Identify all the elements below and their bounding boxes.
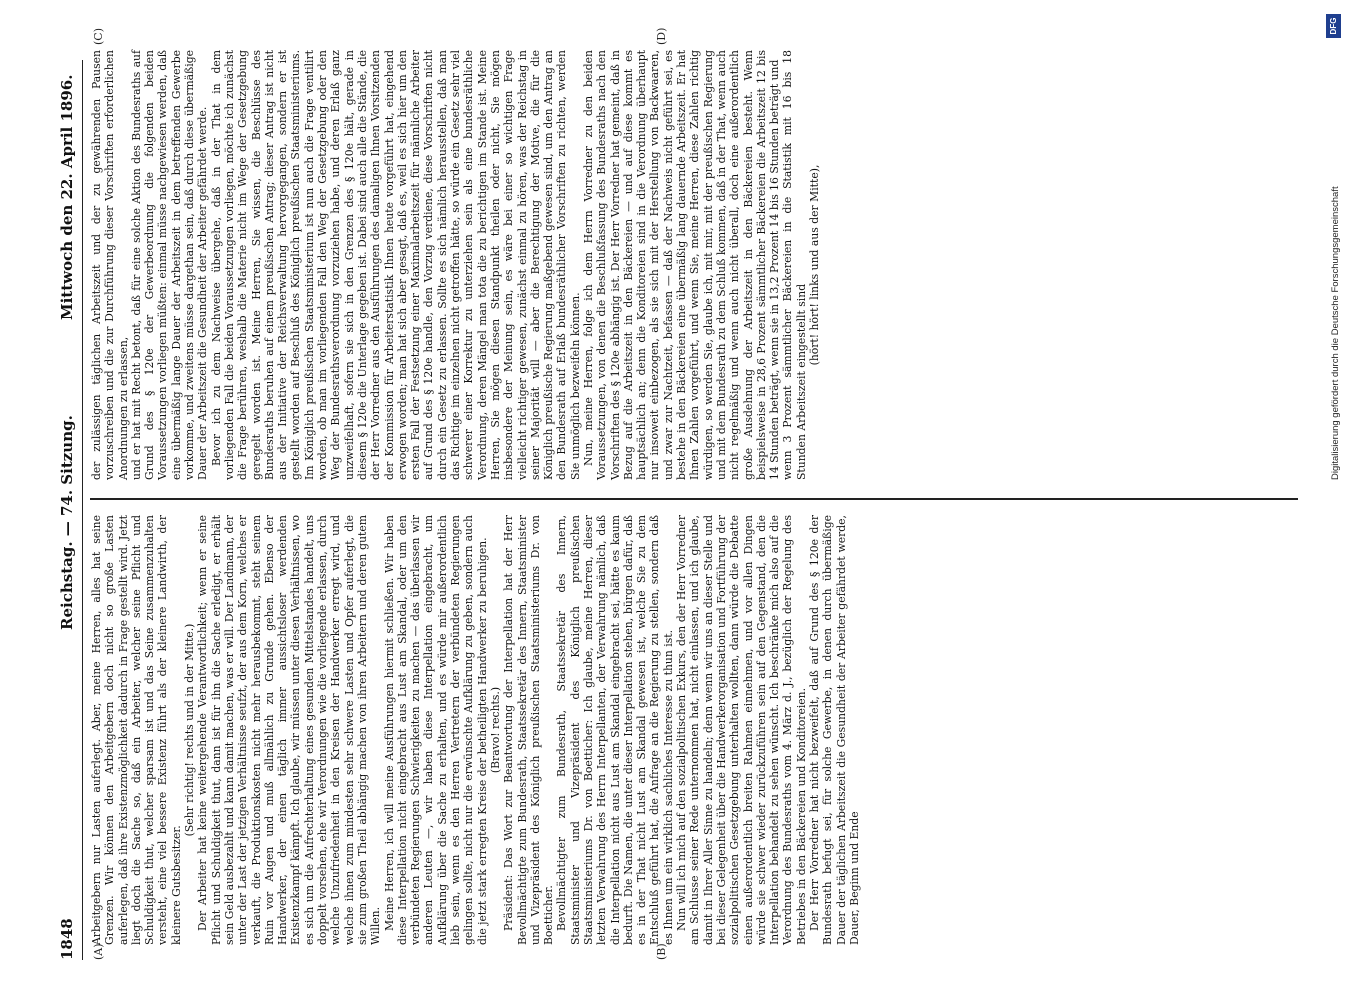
page-header <box>58 60 80 960</box>
page-number: 1848 <box>58 918 76 960</box>
right-paragraph: (hört! hört! links und aus der Mitte), <box>808 164 822 366</box>
dfg-logo: DFG <box>1326 14 1341 38</box>
right-paragraph: Nun, meine Herren, folge ich dem Herrn Vorredner zu den beiden Voraussetzungen, von denen die Beschlußfassung des Bundesraths nach den Vorschriften des § 120e abhängig ist. Der Herr Vorredner hat gemeint, daß in Bezug auf die Arbeitszeit in den Bäckereien — und auf diese kommt es hauptsächlich an; denn die Konditoreien sind in die Verordnung überhaupt nur insoweit einbezogen, als sie sich mit der Herstellung von Backwaaren, und zwar zur Nachtzeit, befassen — daß der Nachweis nicht geführt sei, es bestehe in den Bäckereien eine übermäßig lang dauernde Arbeitszeit. Er hat Ihnen Zahlen vorgeführt, und wenn Sie, meine Herren, diese Zahlen richtig würdigen, so werden Sie, glaube ich, mit mir, mit der preußischen Regierung und mit dem Bundesrath zu dem Schluß kommen, daß in der That, wenn auch nicht regelmäßig und wenn auch nicht überall, doch eine außerordentlich große Ausdehnung der Arbeitszeit in den Bäckereien besteht. Wenn beispielsweise in 28,6 Prozent sämmtlicher Bäckereien die Arbeitszeit 12 bis 14 Stunden beträgt, wenn sie in 13,2 Prozent 14 bis 16 Stunden beträgt und <box>581 50 782 480</box>
margin-letter-a: (A) <box>92 943 105 960</box>
left-paragraph: Meine Herren, ich will meine Ausführungen hiermit schließen. Wir haben diese Interpellation nicht eingebracht aus Lust am Skandal, oder um den verbündeten Regierungen Schwierigkeiten zu machen — das überlassen wir anderen Leuten —, wir haben diese Interpellation eingebracht, um Aufklärung über die Sache zu erhalten, und es würde mir außerordentlich lieb sein, wenn es den Herren Vertretern der verbündeten Regierungen gelingen sollte, nicht nur die erwünschte Aufklärung zu geben, sondern auch die jetzt stark erregten Kreise der betheiligten Handwerker zu beruhigen. <box>382 515 489 945</box>
left-paragraph: Arbeitgebern nur Lasten auferlegt. Aber, meine Herren, alles hat seine Grenzen. Wir können den Arbeitgebern doch nicht so große Lasten auferlegen, daß ihre Existenzmöglichkeit dadurch in Frage gestellt wird. Jetzt liegt doch die Sache so, daß ein Arbeiter, welcher seine Pflicht und Schuldigkeit thut, welcher sparsam ist und das Seine zusammenzuhalten versteht, eine viel bessere Existenz führt als der kleinere Landwirth, der kleinere Gutsbesitzer. <box>90 515 183 945</box>
left-paragraph: Nun will ich mich auf den sozialpolitischen Exkurs, den der Herr Vorredner am Schlusse seiner Rede unternommen hat, nicht einlassen, und ich glaube, damit in Ihrer Aller Sinne zu handeln; denn wenn wir uns an dieser Stelle und bei dieser Gelegenheit über die Handwerkerorganisation und Fortführung der sozialpolitischen Gesetzgebung unterhalten wollten, dann würde die Debatte einen außerordentlich breiten Rahmen einnehmen, und vor allen Dingen würde sie schwer wieder zurückzuführen sein auf den Gegenstand, den die Interpellation behandelt zu sehen wünscht. Ich beschränke mich also auf die Verordnung des Bundesraths vom 4. März d. J., bezüglich der Regelung des Betriebes in den Bäckereien und Konditoreien. <box>675 515 808 945</box>
left-column <box>90 515 861 945</box>
header-rule <box>82 60 83 960</box>
left-paragraph: Bevollmächtigter zum Bundesrath, Staatssekretär des Innern, Staatsminister und Vizepräsident des Königlich preußischen Staatsministeriums Dr. von Boetticher: Ich glaube, meine Herren, dieser letzten Verwahrung des Herrn Interpellanten, der Verwahrung nämlich, daß die Interpellation nicht aus Lust am Skandal eingebracht sei, hätte es kaum bedurft. Die Namen, die unter dieser Interpellation stehen, bürgen dafür, daß es in der That nicht Lust am Skandal gewesen ist, welche Sie zu dem Entschluß geführt hat, die Anfrage an die Regierung zu stellen, sondern daß es Ihnen um ein wirklich sachliches Interesse zu thun ist. <box>555 515 675 945</box>
column-divider <box>90 498 1298 500</box>
right-paragraph: der zulässigen täglichen Arbeitszeit und der zu gewährenden Pausen vorzuschreiben und die zur Durchführung dieser Vorschriften erforderlichen Anordnungen zu erlassen, <box>90 50 130 480</box>
left-paragraph: (Bravo! rechts.) <box>488 686 502 774</box>
right-paragraph: und er hat mit Recht betont, daß für eine solche Aktion des Bundesraths auf Grund des § 120e der Gewerbeordnung die folgenden beiden Voraussetzungen vorliegen müßten: einmal müsse nachgewiesen werden, daß eine übermäßig lange Dauer der Arbeitszeit in dem betreffenden Gewerbe vorkomme, und zweitens müsse dargethan sein, daß durch diese übermäßige Dauer der Arbeitszeit die Gesundheit der Arbeiter gefährdet werde. <box>129 50 210 480</box>
left-paragraph: Der Herr Vorredner hat nicht bezweifelt, daß auf Grund des § 120e der Bundesrath befugt sei, für solche Gewerbe, in denen durch übermäßige Dauer der täglichen Arbeitszeit die Gesundheit der Arbeiter gefährdet werde, Dauer, Beginn und Ende <box>808 515 861 945</box>
margin-letter-d: (D) <box>655 27 668 45</box>
session-title: Reichstag. — 74. Sitzung. <box>58 415 76 630</box>
margin-letter-c: (C) <box>92 28 105 45</box>
right-paragraph: wenn 3 Prozent sämmtlicher Bäckereien in die Statistik mit 16 bis 18 Stunden Arbeitszeit eingestellt sind <box>781 50 808 480</box>
margin-letter-b: (B) <box>655 943 668 960</box>
left-paragraph: (Sehr richtig! rechts und in der Mitte.) <box>183 623 197 837</box>
right-column <box>90 50 821 480</box>
left-paragraph: Der Arbeiter hat keine weitergehende Verantwortlichkeit; wenn er seine Pflicht und Schuldigkeit thut, dann ist für ihn die Sache erledigt, er erhält sein Geld ausbezahlt und kann damit machen, was er will. Der Landmann, der unter der Last der jetzigen Verhältnisse seufzt, der aus dem Korn, welches er verkauft, die Produktionskosten nicht mehr herausbekommt, steht seinem Ruin vor Augen und muß allmählich zu Grunde gehen. Ebenso der Handwerker, der einen täglich immer aussichtsloser werdenden Existenzkampf kämpft. Ich glaube, wir müssen unter diesen Verhältnissen, wo es sich um die Aufrechterhaltung eines gesunden Mittelstandes handelt, uns doppelt vorsehen, ehe wir Verordnungen wie die vorliegende erlassen, durch welche Unzufriedenheit in den Kreisen der Handwerker erregt wird, und welche ihnen zum mindesten sehr schwere Lasten und Opfer auferlegt, die sie zum großen Theil abhängig machen von ihren Arbeitern und deren gutem Willen. <box>196 515 383 945</box>
session-date: Mittwoch den 22. April 1896. <box>58 74 76 320</box>
right-paragraph: Bevor ich zu dem Nachweise übergehe, daß in der That in dem vorliegenden Fall die beiden Voraussetzungen vorliegen, möchte ich zunächst die Frage berühren, weshalb die Materie nicht im Wege der Gesetzgebung geregelt worden ist. Meine Herren, Sie wissen, die Beschlüsse des Bundesraths beruhen auf einem preußischen Antrag; dieser Antrag ist nicht aus der Initiative der Reichsverwaltung hervorgegangen, sondern er ist gestellt worden auf Beschluß des Königlich preußischen Staatsministeriums. Im Königlich preußischen Staatsministerium ist nun auch die Frage ventilirt worden, ob man im vorliegenden Fall den Weg der Gesetzgebung oder den Weg der Bundesrathsverordnung vorzuziehen habe, und deren Erlaß ganz unzweifelhaft, sofern sie sich in den Grenzen des § 120e hält, gerade in diesem § 120e die Unterlage gegeben ist. Dabei sind auch alle die Stände, die der Herr Vorredner aus den Ausführungen des damaligen Ihnen Vorsitzenden der Kommission für Arbeiterstatistik Ihnen heute vorgeführt hat, eingehend erwogen worden; man hat sich aber gesagt, daß es, weil es sich hier um den ersten Fall der Festsetzung einer Maximalarbeitszeit für männliche Arbeiter auf Grund des § 120e handle, den Vorzug verdiene, diese Vorschriften nicht durch ein Gesetz zu erlassen. Sollte es sich nämlich herausstellen, daß man das Richtige im einzelnen nicht getroffen hätte, so würde ein Gesetz sehr viel schwerer einer Korrektur zu unterziehen sein als eine bundesräthliche Verordnung, deren Mängel man tota die zu berichtigen im Stande ist. Meine Herren, Sie mögen diesen Standpunkt theilen oder nicht, Sie mögen insbesondere der Meinung sein, es wäre bei einer so wichtigen Frage vielleicht richtiger gewesen, zunächst einmal zu hören, was der Reichstag in seiner Majorität will — aber die Berechtigung der Motive, die für die Königlich preußische Regierung maßgebend gewesen sind, um den Antrag an den Bundesrath auf Erlaß bundesräthlicher Vorschriften zu richten, werden Sie unmöglich bezweifeln können. <box>209 50 582 480</box>
digitization-note: Digitalisierung gefördert durch die Deutsche Forschungsgemeinschaft <box>1330 186 1341 480</box>
left-paragraph: Präsident: Das Wort zur Beantwortung der Interpellation hat der Herr Bevollmächtigte zum Bundesrath, Staatssekretär des Innern, Staatsminister und Vizepräsident des Königlich preußischen Staatsministeriums Dr. von Boetticher. <box>502 515 556 945</box>
